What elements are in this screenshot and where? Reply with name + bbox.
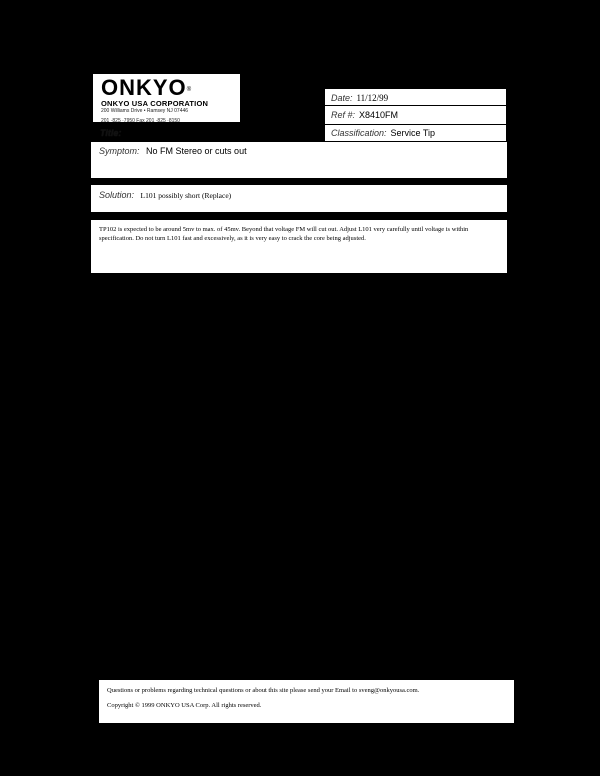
- symptom-label: Symptom:: [99, 146, 140, 156]
- corporation-address: 200 Williams Drive • Ramsey NJ 07446: [101, 108, 189, 114]
- classification-label: Classification:: [331, 128, 387, 138]
- corporation-phone: 201 ·825 ·7950 Fax 201 ·825 ·8150: [101, 118, 180, 124]
- footer: [99, 680, 514, 723]
- description-text: TP102 is expected to be around 5mv to max. of 45mv. Beyond that voltage FM will cut out. Adjust L101 very carefully until voltage is within specification. Do not turn L101 fast and excessively, as it is very easy to crack the core being adjusted.: [99, 226, 469, 242]
- date-label: Date:: [331, 93, 353, 103]
- symptom-section: [91, 142, 507, 178]
- date-value: 11/12/99: [356, 93, 389, 103]
- copyright-text: Copyright © 1999 ONKYO USA Corp. All rights reserved.: [107, 702, 262, 709]
- solution-value: L101 possibly short (Replace): [140, 191, 232, 200]
- solution-section: [91, 185, 507, 212]
- symptom-value: No FM Stereo or cuts out: [146, 146, 247, 156]
- title-label: Title:: [100, 128, 122, 138]
- company-logo-block: [91, 72, 242, 124]
- solution-label: Solution:: [99, 190, 135, 200]
- classification-field: [324, 124, 507, 142]
- contact-text: Questions or problems regarding technical questions or about this site please send your Email to sveng@onkyousa.com.: [107, 687, 420, 694]
- reference-field: [324, 105, 507, 125]
- logo-text: ONKYO: [101, 75, 187, 100]
- onkyo-logo: [101, 77, 232, 99]
- description-section: [91, 220, 507, 273]
- ref-value: X8410FM: [359, 110, 399, 120]
- classification-value: Service Tip: [390, 128, 436, 138]
- corporation-name: ONKYO USA CORPORATION: [101, 99, 209, 108]
- registered-mark: ®: [186, 87, 193, 93]
- ref-label: Ref #:: [331, 110, 356, 120]
